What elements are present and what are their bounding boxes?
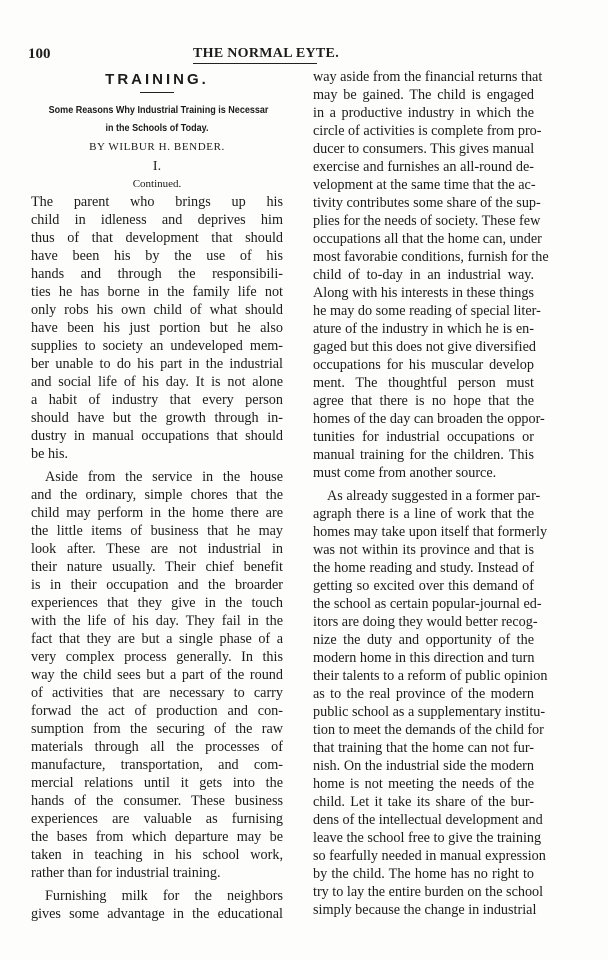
text-line: tivity contributes some share of the sup- <box>313 195 541 211</box>
text-line: agraph there is a line of work that the <box>313 506 534 522</box>
text-line: very complex process generally. In this <box>31 649 283 665</box>
text-line: simply because the change in industrial <box>313 902 537 918</box>
continued-label: Continued. <box>132 178 182 190</box>
text-line: itors are doing they would better recog- <box>313 614 538 630</box>
text-line: ducer to consumers. This gives manual <box>313 141 535 157</box>
text-line: the home reading and study. Instead of <box>313 560 534 576</box>
paragraph <box>31 193 283 463</box>
text-line: of activities that are necessary to carry <box>31 685 283 701</box>
text-line: as to the real province of the modern <box>313 686 534 702</box>
text-line: occupations for his muscular develop <box>313 357 534 373</box>
text-line: forwad the act of production and con- <box>31 703 283 719</box>
text-line: be his. <box>31 446 69 462</box>
text-line: homes may take upon itself that formerly <box>313 524 548 540</box>
text-line: only robs his own child of what should <box>31 302 283 318</box>
text-line: As already suggested in a former par- <box>327 488 541 504</box>
paragraph <box>313 68 549 482</box>
text-line: child may perform in the home there are <box>31 505 283 521</box>
text-line: child. Let it take its share of the bur- <box>313 794 534 810</box>
text-line: gives some advantage in the educational <box>31 906 283 922</box>
title-rule-divider <box>140 92 174 93</box>
text-line: velopment at the same time that the ac- <box>313 177 536 193</box>
text-line: manual training for the children. This <box>313 447 534 463</box>
text-line: sumption from the securing of the raw <box>31 721 283 737</box>
text-line: circle of activities is complete from pro- <box>313 123 542 139</box>
text-line: most favorabie conditions, furnish for the <box>313 249 549 265</box>
article-title: TRAINING. <box>105 71 209 88</box>
right-column-body <box>313 68 549 919</box>
text-line: the little items of business that he may <box>31 523 283 539</box>
text-line: a habit of industry that every person <box>31 392 283 408</box>
text-line: homes of the day can broaden the oppor- <box>313 411 545 427</box>
text-line: modern home in this direction and turn <box>313 650 535 666</box>
text-line: experiences that they give in the touch <box>31 595 283 611</box>
text-line: way aside from the financial returns that <box>313 69 543 85</box>
text-line: by the child. The home has no right to <box>313 866 534 882</box>
text-line: have been his by the use of his <box>31 248 283 264</box>
paragraph <box>313 487 548 919</box>
text-line: thus of that development that should <box>31 230 283 246</box>
text-line: try to lay the entire burden on the school <box>313 884 544 900</box>
text-line: ber unable to do his part in the industrial <box>31 356 283 372</box>
text-line: fact that they are but a single phase of a <box>31 631 283 647</box>
text-line: and social life of his day. It is not alone <box>31 374 283 390</box>
text-line: ment. The thoughtful person must <box>313 375 534 391</box>
text-line: and the ordinary, simple chores that the <box>31 487 283 503</box>
text-line: dens of the intellectual development and <box>313 812 543 828</box>
text-line: rather than for industrial training. <box>31 865 221 881</box>
text-line: supplies to society an undeveloped mem- <box>31 338 283 354</box>
text-line: public school as a supplementary institu- <box>313 704 546 720</box>
text-line: materials through all the processes of <box>31 739 283 755</box>
text-line: agree that there is no hope that the <box>313 393 534 409</box>
text-line: may be gained. The child is engaged <box>313 87 534 103</box>
text-line: Aside from the service in the house <box>45 469 283 485</box>
text-line: manufacture, transportation, and com- <box>31 757 283 773</box>
text-line: occupations all that the home can, under <box>313 231 542 247</box>
text-line: in a productive industry in which the <box>313 105 534 121</box>
text-line: hands and through the responsibili- <box>31 266 283 282</box>
section-numeral: I. <box>152 159 162 174</box>
page-number: 100 <box>28 46 51 62</box>
left-column-body <box>31 193 283 923</box>
text-line: the school as certain popular-journal ed- <box>313 596 542 612</box>
text-line: should have but the growth through in- <box>31 410 283 426</box>
text-line: tion to meet the demands of the child for <box>313 722 544 738</box>
text-line: the bases from which departure may be <box>31 829 283 845</box>
text-line: their nature usually. Their chief benefit <box>31 559 283 575</box>
text-line: dustry in manual occupations that should <box>31 428 283 444</box>
text-line: ties he has borne in the family life not <box>31 284 283 300</box>
byline: BY WILBUR H. BENDER. <box>89 141 225 153</box>
left-column <box>31 70 283 923</box>
paragraph <box>31 468 283 882</box>
text-line: so fearfully needed in manual expression <box>313 848 546 864</box>
text-line: nize the duty and opportunity of the <box>313 632 534 648</box>
text-line: their talents to a reform of public opinion <box>313 668 548 684</box>
paragraph <box>31 887 283 923</box>
text-line: taken in teaching in his school work, <box>31 847 283 863</box>
text-line: gaged but this does not give diversified <box>313 339 537 355</box>
text-line: mercial relations until it gets into the <box>31 775 283 791</box>
text-line: must come from another source. <box>313 465 497 481</box>
text-line: getting so excited over this demand of <box>313 578 534 594</box>
text-line: have been his just portion but he also <box>31 320 283 336</box>
text-line: was not within its province and that is <box>313 542 534 558</box>
article-subtitle-line-2: in the Schools of Today. <box>105 122 209 134</box>
text-line: hands of the consumer. These business <box>31 793 283 809</box>
text-line: he may do some reading of special liter- <box>313 303 541 319</box>
text-line: Along with his interests in these things <box>313 285 534 301</box>
text-line: Furnishing milk for the neighbors <box>45 888 283 904</box>
text-line: plies for the needs of society. These few <box>313 213 541 229</box>
text-line: look after. These are not industrial in <box>31 541 283 557</box>
text-line: child of to-day in an industrial way. <box>313 267 534 283</box>
article-subtitle-line-1: Some Reasons Why Industrial Training is Necessar <box>48 104 269 116</box>
right-column <box>313 68 549 919</box>
text-line: child in idleness and deprives him <box>31 212 283 228</box>
text-line: exercise and furnishes an all-round de- <box>313 159 534 175</box>
text-line: nish. On the industrial side the modern <box>313 758 534 774</box>
text-line: leave the school free to give the training <box>313 830 542 846</box>
text-line: experiences are valuable as furnising <box>31 811 283 827</box>
text-line: that training that the home can not fur- <box>313 740 534 756</box>
running-title: THE NORMAL EYTE. <box>193 46 317 64</box>
text-line: with the life of his day. They fail in the <box>31 613 283 629</box>
text-line: The parent who brings up his <box>31 194 283 210</box>
text-line: home is not meeting the needs of the <box>313 776 534 792</box>
text-line: way the child sees but a part of the round <box>31 667 283 683</box>
text-line: ature of the industry in which he is en- <box>313 321 534 337</box>
text-line: tunities for industrial occupations or <box>313 429 534 445</box>
text-line: is in their occupation and the broarder <box>31 577 283 593</box>
